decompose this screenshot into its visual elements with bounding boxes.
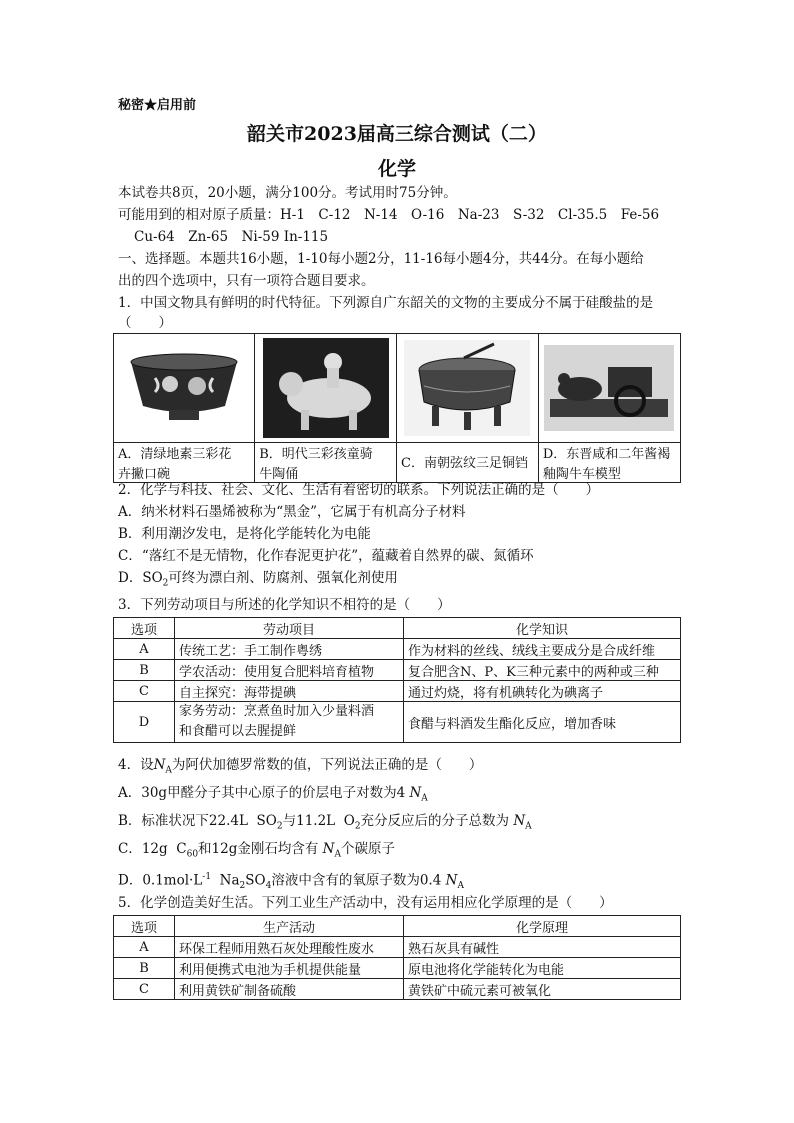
row-c-option: C bbox=[114, 979, 175, 1000]
question-4-option-b bbox=[118, 811, 532, 837]
so2-subscript: 2 bbox=[162, 578, 169, 589]
header-principle: 化学原理 bbox=[404, 916, 681, 937]
q4-d-na-sub: 2 bbox=[239, 881, 246, 892]
q4-b-so2: SO bbox=[256, 813, 277, 829]
option-d-cell[interactable] bbox=[538, 334, 680, 483]
q4-d-na: Na bbox=[219, 872, 240, 889]
row-b-knowledge: 复合肥含N、P、K三种元素中的两种或三种 bbox=[404, 660, 681, 681]
q4-b-post: 充分反应后的分子总数为 bbox=[360, 813, 510, 829]
question-2-stem: 2．化学与科技、社会、文化、生活有着密切的联系。下列说法正确的是（ ） bbox=[118, 482, 600, 498]
row-c-knowledge: 通过灼烧，将有机碘转化为碘离子 bbox=[404, 681, 681, 702]
question-1-stem: 1．中国文物具有鲜明的时代特征。下列源自广东韶关的文物的主要成分不属于硅酸盐的是 bbox=[118, 295, 654, 311]
table-header-row bbox=[114, 618, 681, 639]
table-row bbox=[114, 639, 681, 660]
q4-d-na-symbol: N bbox=[445, 872, 458, 889]
table-row bbox=[114, 660, 681, 681]
question-2-option-c: C．“落红不是无情物，化作春泥更护花”，蕴藏着自然界的碳、氮循环 bbox=[118, 548, 534, 564]
section-1-line-1: 一、选择题。本题共16小题，1-10每小题2分，11-16每小题4分，共44分。在每小题给 bbox=[118, 251, 644, 267]
q4-b-o2: O bbox=[343, 813, 355, 829]
table-row bbox=[114, 979, 681, 1000]
q4-d-na-symbol-sub: A bbox=[457, 881, 464, 892]
q4-b-na: N bbox=[513, 813, 526, 829]
option-b-caption-line-2: 牛陶俑 bbox=[259, 467, 299, 482]
q4-stem-pre: 4．设 bbox=[118, 757, 154, 773]
row-a-principle: 熟石灰具有碱性 bbox=[404, 937, 681, 958]
q4-b-mid: 与11.2L bbox=[282, 813, 336, 829]
q4-c-na: N bbox=[322, 841, 335, 857]
option-a-caption-line-2: 卉撇口碗 bbox=[118, 467, 171, 482]
row-d-item-line-2: 和食醋可以去腥提鲜 bbox=[179, 724, 297, 739]
option-b-caption-line-1: B．明代三彩孩童骑 bbox=[259, 447, 373, 462]
exam-title: 韶关市2023届高三综合测试（二） bbox=[247, 123, 547, 145]
option-c-cell[interactable] bbox=[397, 334, 539, 483]
option-d-text: 可终为漂白剂、防腐剂、强氧化剂使用 bbox=[168, 570, 398, 586]
q4-d-pre: D．0.1mol·L bbox=[118, 872, 203, 889]
row-b-option: B bbox=[114, 958, 175, 979]
row-d-item-line-1: 家务劳动：烹煮鱼时加入少量料酒 bbox=[179, 704, 375, 719]
option-a-caption bbox=[114, 442, 254, 482]
question-4-option-c bbox=[118, 839, 395, 865]
question-2-option-a: A．纳米材料石墨烯被称为“黑金”，它属于有机高分子材料 bbox=[118, 504, 466, 520]
confidential-label: 秘密★启用前 bbox=[118, 98, 197, 113]
header-production: 生产活动 bbox=[175, 916, 404, 937]
q4-d-sup: -1 bbox=[202, 872, 212, 882]
avogadro-symbol: N bbox=[153, 757, 166, 773]
table-row bbox=[114, 702, 681, 743]
question-4-stem bbox=[118, 755, 482, 781]
table-row bbox=[114, 937, 681, 958]
q4-b-na-sub: A bbox=[525, 821, 532, 832]
question-5-table bbox=[113, 915, 681, 1000]
row-b-item: 学农活动：使用复合肥料培育植物 bbox=[175, 660, 404, 681]
row-a-option: A bbox=[114, 639, 175, 660]
question-2-option-b: B．利用潮汐发电，是将化学能转化为电能 bbox=[118, 526, 371, 542]
question-3-table bbox=[113, 617, 681, 743]
row-d-option: D bbox=[114, 702, 175, 743]
question-1-bracket: （ ） bbox=[118, 315, 172, 331]
question-2-option-d bbox=[118, 568, 398, 594]
option-a-cell[interactable] bbox=[114, 334, 255, 483]
row-c-item: 自主探究：海带提碘 bbox=[175, 681, 404, 702]
row-a-option: A bbox=[114, 937, 175, 958]
header-chem-knowledge: 化学知识 bbox=[404, 618, 681, 639]
row-d-item bbox=[175, 702, 404, 743]
ox-cart-model-image bbox=[539, 334, 680, 442]
bronze-tripod-image bbox=[397, 334, 538, 442]
question-1-options-table bbox=[113, 333, 681, 483]
table-row bbox=[114, 681, 681, 702]
option-a-caption-line-1: A．清绿地素三彩花 bbox=[118, 447, 232, 462]
question-3-stem: 3．下列劳动项目与所述的化学知识不相符的是（ ） bbox=[118, 597, 451, 613]
intro-line-2: 可能用到的相对原子质量：H-1 C-12 N-14 O-16 Na-23 S-32 Cl-35.5 Fe-56 bbox=[118, 207, 660, 223]
intro-line-3: Cu-64 Zn-65 Ni-59 In-115 bbox=[134, 229, 329, 245]
ox-figurine-image bbox=[255, 334, 396, 442]
q4-c-c60-sub: 60 bbox=[186, 849, 199, 860]
q4-d-so: SO bbox=[245, 872, 266, 889]
row-c-option: C bbox=[114, 681, 175, 702]
so2-formula: SO bbox=[142, 570, 163, 586]
table-row bbox=[114, 958, 681, 979]
row-d-knowledge: 食醋与料酒发生酯化反应，增加香味 bbox=[404, 702, 681, 743]
q4-a-na: N bbox=[409, 785, 422, 801]
q4-a-text: A．30g甲醛分子其中心原子的价层电子对数为4 bbox=[118, 785, 406, 801]
row-b-activity: 利用便携式电池为手机提供能量 bbox=[175, 958, 404, 979]
question-4-option-d bbox=[118, 867, 464, 896]
row-b-principle: 原电池将化学能转化为电能 bbox=[404, 958, 681, 979]
q4-a-na-sub: A bbox=[421, 793, 428, 804]
q4-b-pre: B．标准状况下22.4L bbox=[118, 813, 248, 829]
intro-line-1: 本试卷共8页，20小题，满分100分。考试用时75分钟。 bbox=[118, 185, 457, 201]
option-b-cell[interactable] bbox=[255, 334, 397, 483]
section-1-line-2: 出的四个选项中，只有一项符合题目要求。 bbox=[118, 273, 375, 289]
row-c-activity: 利用黄铁矿制备硫酸 bbox=[175, 979, 404, 1000]
q4-b-o2-sub: 2 bbox=[354, 821, 361, 832]
avogadro-subscript: A bbox=[165, 765, 172, 776]
q4-stem-post: 为阿伏加德罗常数的值，下列说法正确的是（ ） bbox=[171, 757, 483, 773]
header-option: 选项 bbox=[114, 618, 175, 639]
option-d-caption-line-1: D．东晋咸和二年酱褐 bbox=[542, 447, 671, 462]
header-labor-item: 劳动项目 bbox=[175, 618, 404, 639]
option-b-caption bbox=[255, 442, 396, 482]
q4-c-c60: C bbox=[176, 841, 187, 857]
q4-c-mid: 和12g金刚石均含有 bbox=[198, 841, 319, 857]
option-d-caption-line-2: 釉陶牛车模型 bbox=[542, 467, 621, 482]
subject-title: 化学 bbox=[377, 158, 416, 180]
q4-d-so-sub: 4 bbox=[265, 881, 272, 892]
option-d-caption bbox=[539, 442, 680, 482]
option-d-label: D． bbox=[118, 570, 143, 586]
q4-c-pre: C．12g bbox=[118, 841, 168, 857]
row-a-knowledge: 作为材料的丝线、绒线主要成分是合成纤维 bbox=[404, 639, 681, 660]
row-a-activity: 环保工程师用熟石灰处理酸性废水 bbox=[175, 937, 404, 958]
row-b-option: B bbox=[114, 660, 175, 681]
q4-c-na-sub: A bbox=[334, 849, 341, 860]
option-c-caption-line-1: C．南朝弦纹三足铜铛 bbox=[401, 456, 528, 471]
q4-c-post: 个碳原子 bbox=[340, 841, 395, 857]
bowl-image bbox=[114, 334, 254, 442]
row-c-principle: 黄铁矿中硫元素可被氧化 bbox=[404, 979, 681, 1000]
table-header-row bbox=[114, 916, 681, 937]
question-4-option-a bbox=[118, 783, 428, 809]
q4-b-so2-sub: 2 bbox=[276, 821, 283, 832]
row-a-item: 传统工艺：手工制作粤绣 bbox=[175, 639, 404, 660]
q4-d-post: 溶液中含有的氧原子数为0.4 bbox=[271, 872, 442, 889]
option-c-caption bbox=[397, 442, 538, 482]
header-option: 选项 bbox=[114, 916, 175, 937]
question-5-stem: 5．化学创造美好生活。下列工业生产活动中，没有运用相应化学原理的是（ ） bbox=[118, 895, 613, 911]
